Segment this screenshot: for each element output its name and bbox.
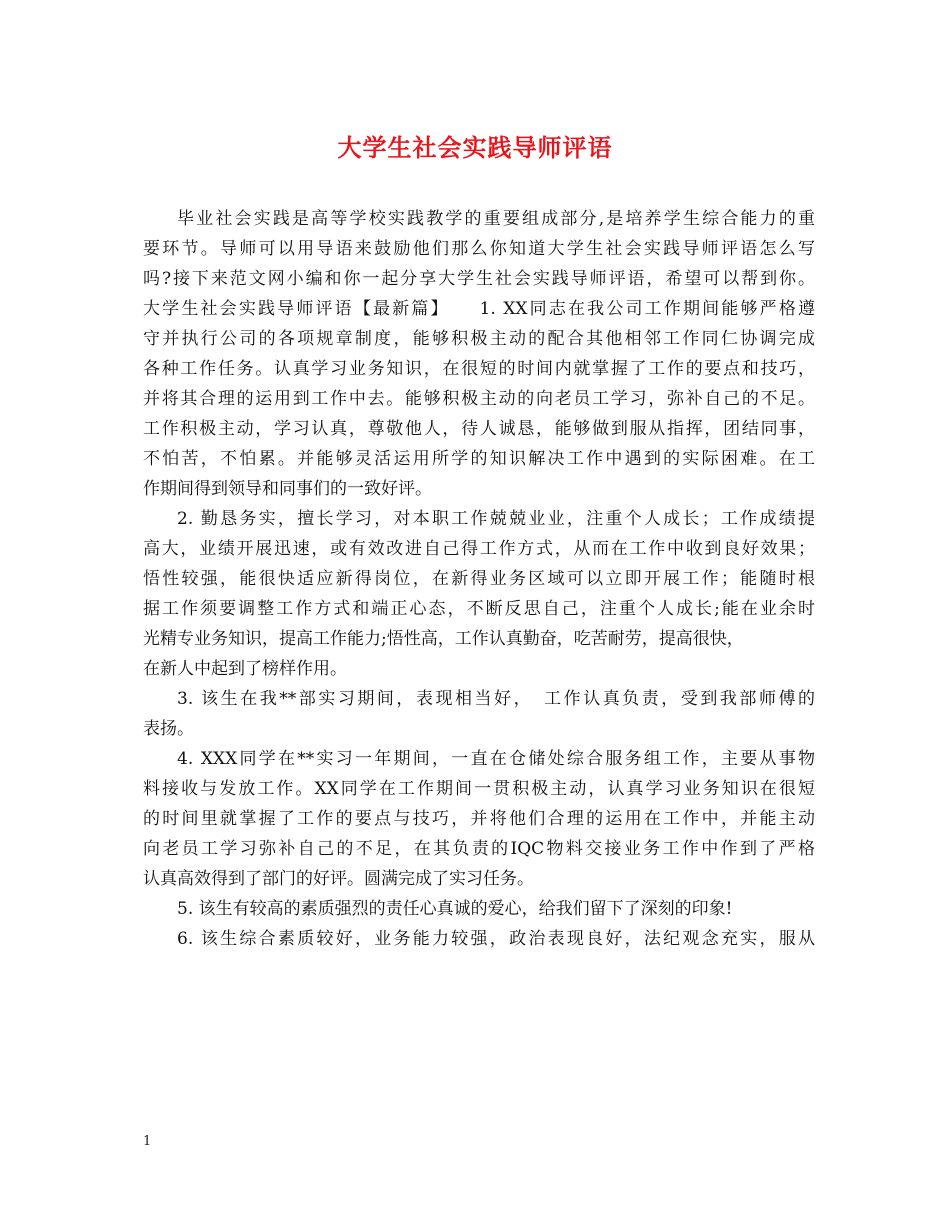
body-line [143, 414, 815, 444]
body-line-text: 并将其合理的运用到工作中去。能够积极主动的向老员工学习，弥补自己的不足。 [143, 389, 815, 409]
body-line-text: 的时间里就掌握了工作的要点与技巧，并将他们合理的运用在工作中，并能主动 [143, 809, 815, 829]
body-line [143, 714, 815, 744]
body-line-text: 高大，业绩开展迅速，或有效改进自己得工作方式，从而在工作中收到良好效果； [143, 539, 815, 559]
body-line-text: 守并执行公司的各项规章制度，能够积极主动的配合其他相邻工作同仁协调完成 [143, 329, 815, 349]
body-line [143, 624, 815, 654]
body-line-text: 吗?接下来范文网小编和你一起分享大学生社会实践导师评语，希望可以帮到你。 [143, 269, 815, 289]
body-line [143, 444, 815, 474]
body-line [143, 684, 815, 714]
body-line [143, 564, 815, 594]
body-line [143, 864, 815, 894]
body-line [143, 474, 815, 504]
body-line-text: 要环节。导师可以用导语来鼓励他们那么你知道大学生社会实践导师评语怎么写 [143, 239, 815, 259]
body-line [143, 834, 815, 864]
body-line [143, 654, 815, 684]
body-line-text: 3. 该生在我**部实习期间，表现相当好， 工作认真负责，受到我部师傅的 [177, 689, 815, 709]
body-line-text: 料接收与发放工作。XX同学在工作期间一贯积极主动，认真学习业务知识在很短 [143, 779, 815, 799]
body-line [143, 384, 815, 414]
body-line-text: 4. XXX同学在**实习一年期间，一直在仓储处综合服务组工作，主要从事物 [177, 749, 815, 769]
body-line-text: 毕业社会实践是高等学校实践教学的重要组成部分,是培养学生综合能力的重 [177, 209, 815, 229]
body-line [143, 804, 815, 834]
body-line-text: 悟性较强，能很快适应新得岗位，在新得业务区域可以立即开展工作；能随时根 [143, 569, 815, 589]
body-line-text: 工作积极主动，学习认真，尊敬他人，待人诚恳，能够做到服从指挥，团结同事， [143, 419, 815, 439]
body-line-text: 在新人中起到了榜样作用。 [143, 659, 347, 679]
body-line-text: 光精专业务知识，提高工作能力;悟性高，工作认真勤奋，吃苦耐劳，提高很快， [143, 629, 744, 649]
body-line [143, 594, 815, 624]
body-line-text: 6. 该生综合素质较好，业务能力较强，政治表现良好，法纪观念充实，服从 [177, 929, 815, 949]
body-line [143, 924, 815, 954]
body-line [143, 354, 815, 384]
body-line-text: 大学生社会实践导师评语【最新篇】 1. XX同志在我公司工作期间能够严格遵 [143, 299, 815, 319]
page-number: 1 [143, 1134, 152, 1149]
body-line [143, 234, 815, 264]
document-title: 大学生社会实践导师评语 [337, 133, 613, 162]
body-line-text: 认真高效得到了部门的好评。圆满完成了实习任务。 [143, 869, 534, 889]
body-line [143, 264, 815, 294]
body-line-text: 作期间得到领导和同事们的一致好评。 [143, 479, 432, 499]
body-line-text: 各种工作任务。认真学习业务知识，在很短的时间内就掌握了工作的要点和技巧， [143, 359, 815, 379]
body-line [143, 744, 815, 774]
body-line-text: 表扬。 [143, 719, 194, 739]
body-line [143, 204, 815, 234]
body-line-text: 不怕苦，不怕累。并能够灵活运用所学的知识解决工作中遇到的实际困难。在工 [143, 449, 815, 469]
body-line-text: 向老员工学习弥补自己的不足，在其负责的IQC物料交接业务工作中作到了严格 [143, 839, 815, 859]
body-line [143, 774, 815, 804]
body-line-text: 据工作须要调整工作方式和端正心态，不断反思自己，注重个人成长;能在业余时 [143, 599, 815, 619]
body-line [143, 324, 815, 354]
body-line-text: 5. 该生有较高的素质强烈的责任心真诚的爱心，给我们留下了深刻的印象! [177, 899, 733, 919]
body-line [143, 534, 815, 564]
document-body [143, 204, 815, 954]
body-line [143, 894, 815, 924]
body-line [143, 294, 815, 324]
body-line-text: 2. 勤恳务实，擅长学习，对本职工作兢兢业业，注重个人成长；工作成绩提 [177, 509, 815, 529]
body-line [143, 504, 815, 534]
